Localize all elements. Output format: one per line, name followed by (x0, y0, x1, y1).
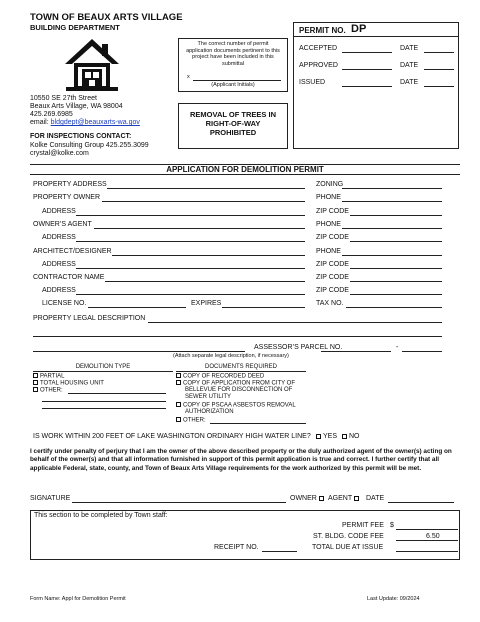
trees-notice-text: REMOVAL OF TREES IN RIGHT-OF-WAY PROHIBITED (190, 110, 276, 137)
other-type-line-3[interactable] (42, 408, 166, 409)
contractor-zip-top-label: ZIP CODE (316, 274, 349, 281)
staff-section (30, 510, 460, 560)
architect-label: ARCHITECT/DESIGNER (33, 248, 112, 255)
property-owner-label: PROPERTY OWNER (33, 194, 101, 201)
owner-address-line[interactable] (76, 215, 305, 216)
email-link[interactable]: bldgdept@beauxarts-wa.gov (50, 119, 140, 126)
permit-fee-line[interactable] (396, 529, 458, 530)
property-address-line[interactable] (107, 188, 305, 189)
architect-phone-label: PHONE (316, 248, 341, 255)
owner-phone-line[interactable] (342, 201, 442, 202)
bellevue-label-3: SEWER UTILITY (185, 394, 232, 400)
permit-number-label: PERMIT NO. (299, 26, 346, 35)
asbestos-label-1: COPY OF PSCAA ASBESTOS REMOVAL (183, 402, 296, 409)
submittal-notice-text: The correct number of permit application documents pertinent to this project have been included in this submittal (186, 41, 280, 67)
architect-zip-label: ZIP CODE (316, 261, 349, 268)
contractor-address-label: ADDRESS (42, 287, 76, 294)
signature-label: SIGNATURE (30, 495, 71, 502)
town-name: TOWN OF BEAUX ARTS VILLAGE (30, 12, 183, 23)
owner-address-label: ADDRESS (42, 208, 76, 215)
architect-line[interactable] (112, 255, 305, 256)
owners-agent-line[interactable] (94, 228, 305, 229)
asbestos-label-2: AUTHORIZATION (185, 409, 234, 415)
approved-date-label: DATE (400, 62, 419, 69)
owner-label: OWNER (290, 495, 317, 502)
approved-label: APPROVED (299, 62, 338, 69)
accepted-line[interactable] (342, 52, 392, 53)
contractor-zip-label: ZIP CODE (316, 287, 349, 294)
other-doc-label: OTHER: (183, 417, 206, 424)
expires-line[interactable] (222, 307, 305, 308)
address-line-2: Beaux Arts Village, WA 98004 (30, 103, 123, 110)
inspections-line-2: crystal@kolke.com (30, 150, 89, 157)
approved-date-line[interactable] (424, 69, 454, 70)
other-type-checkbox[interactable] (33, 387, 38, 392)
owner-phone-label: PHONE (316, 194, 341, 201)
legal-description-line-1[interactable] (148, 322, 442, 323)
staff-note: This section to be completed by Town staff: (34, 512, 168, 519)
bldg-fee-label: ST. BLDG. CODE FEE (313, 533, 384, 540)
email-row (30, 119, 140, 128)
legal-description-label: PROPERTY LEGAL DESCRIPTION (33, 315, 146, 322)
trees-notice-box (178, 103, 288, 149)
zoning-label: ZONING (316, 181, 344, 188)
agent-label: AGENT (328, 495, 352, 502)
receipt-line[interactable] (262, 551, 297, 552)
architect-phone-line[interactable] (342, 255, 442, 256)
agent-phone-label: PHONE (316, 221, 341, 228)
initials-x-mark: x (187, 74, 190, 80)
parcel-line-2[interactable] (402, 351, 442, 352)
agent-option[interactable] (328, 495, 361, 503)
doc-other[interactable] (176, 417, 206, 425)
agent-address-line[interactable] (76, 241, 305, 242)
submittal-notice-box (178, 38, 288, 92)
receipt-label: RECEIPT NO. (214, 544, 259, 551)
bellevue-checkbox[interactable] (176, 380, 181, 385)
department-name: BUILDING DEPARTMENT (30, 23, 120, 32)
bellevue-label-1: COPY OF APPLICATION FROM CITY OF (183, 380, 296, 387)
agent-zip-line[interactable] (350, 241, 442, 242)
signature-date-line[interactable] (388, 502, 454, 503)
accepted-date-label: DATE (400, 45, 419, 52)
bellevue-label-2: BELLEVUE FOR DISCONNECTION OF (185, 387, 293, 393)
license-line[interactable] (88, 307, 186, 308)
legal-description-line-2[interactable] (33, 336, 442, 337)
property-address-label: PROPERTY ADDRESS (33, 181, 107, 188)
contractor-name-line[interactable] (105, 281, 305, 282)
partial-label: PARTIAL (40, 373, 65, 380)
agent-phone-line[interactable] (342, 228, 442, 229)
partial-checkbox[interactable] (33, 373, 38, 378)
form-name: Form Name: Appl for Demolition Permit (30, 596, 126, 602)
issued-label: ISSUED (299, 79, 326, 86)
other-type-line-1[interactable] (68, 393, 166, 394)
last-update: Last Update: 09/2024 (367, 596, 420, 602)
contractor-zip-top-line[interactable] (350, 281, 442, 282)
other-type-label: OTHER: (40, 387, 63, 394)
approved-line[interactable] (342, 69, 392, 70)
type-other[interactable] (33, 387, 63, 395)
inspections-line-1: Kolke Consulting Group 425.255.3099 (30, 142, 149, 149)
parcel-label: ASSESSOR’S PARCEL NO. (254, 344, 343, 351)
no-label: NO (349, 433, 360, 440)
contractor-name-label: CONTRACTOR NAME (33, 274, 105, 281)
issued-line[interactable] (342, 86, 392, 87)
accepted-label: ACCEPTED (299, 45, 338, 52)
yes-label: YES (323, 433, 338, 440)
architect-address-line[interactable] (76, 268, 305, 269)
zoning-line[interactable] (342, 188, 442, 189)
property-owner-line[interactable] (102, 201, 305, 202)
department-phone: 425.269.6985 (30, 111, 73, 118)
issued-date-label: DATE (400, 79, 419, 86)
agent-address-label: ADDRESS (42, 234, 76, 241)
demolition-type-header: DEMOLITION TYPE (33, 364, 173, 372)
accepted-date-line[interactable] (424, 52, 454, 53)
attach-note: (Attach separate legal description, if necessary) (173, 353, 289, 359)
permit-box (293, 22, 459, 149)
inspections-title: FOR INSPECTIONS CONTACT: (30, 133, 132, 140)
signature-date-label: DATE (366, 495, 385, 502)
tax-label: TAX NO. (316, 300, 344, 307)
yes-checkbox[interactable] (316, 434, 321, 439)
total-due-line[interactable] (396, 551, 458, 552)
permit-fee-label: PERMIT FEE (342, 522, 384, 529)
owner-zip-label: ZIP CODE (316, 208, 349, 215)
other-type-line-2[interactable] (42, 401, 166, 402)
email-label: email: (30, 119, 49, 126)
documents-header: DOCUMENTS REQUIRED (176, 364, 306, 372)
town-logo (62, 36, 122, 94)
bldg-fee-value: 6.50 (426, 533, 440, 540)
other-doc-checkbox[interactable] (176, 417, 181, 422)
yes-option[interactable] (316, 433, 337, 441)
total-housing-checkbox[interactable] (33, 380, 38, 385)
form-title: APPLICATION FOR DEMOLITION PERMIT (30, 164, 460, 175)
contractor-address-line[interactable] (76, 294, 305, 295)
parcel-line-1[interactable] (321, 351, 391, 352)
deed-checkbox[interactable] (176, 373, 181, 378)
expires-label: EXPIRES (191, 300, 222, 307)
agent-zip-label: ZIP CODE (316, 234, 349, 241)
water-question: IS WORK WITHIN 200 FEET OF LAKE WASHINGTON ORDINARY HIGH WATER LINE? (33, 433, 311, 440)
permit-prefix: DP (351, 23, 367, 35)
contractor-zip-line[interactable] (350, 294, 442, 295)
tax-line[interactable] (346, 307, 442, 308)
architect-address-label: ADDRESS (42, 261, 76, 268)
legal-description-line-3[interactable] (33, 351, 245, 352)
initials-line[interactable] (193, 80, 281, 81)
issued-date-line[interactable] (424, 86, 454, 87)
architect-zip-line[interactable] (350, 268, 442, 269)
owner-checkbox[interactable] (319, 496, 324, 501)
agent-checkbox[interactable] (354, 496, 359, 501)
owners-agent-label: OWNER’S AGENT (33, 221, 92, 228)
no-checkbox[interactable] (342, 434, 347, 439)
owner-option[interactable] (290, 495, 326, 503)
address-line-1: 10550 SE 27th Street (30, 95, 97, 102)
other-doc-line[interactable] (210, 423, 306, 424)
owner-zip-line[interactable] (350, 215, 442, 216)
asbestos-checkbox[interactable] (176, 402, 181, 407)
parcel-dash: - (396, 344, 399, 351)
certification-text: I certify under penalty of perjury that I am the owner of the above described property or the duly authorized agent of the owner(s) acting on behalf of the owner(s) and that all information furnished in support of this permit application is true and correct. I further certify that all applicable Federal, state, county, and Town of Beaux Arts Village requirements for the work authorized by this permit will be met. (30, 448, 452, 472)
deed-label: COPY OF RECORDED DEED (183, 373, 265, 380)
permit-number-row (294, 23, 458, 37)
total-housing-label: TOTAL HOUSING UNIT (40, 380, 104, 387)
permit-fee-dollar: $ (390, 522, 394, 529)
signature-line[interactable] (72, 502, 286, 503)
total-due-label: TOTAL DUE AT ISSUE (312, 544, 384, 551)
no-option[interactable] (342, 433, 360, 441)
initials-label: (Applicant Initials) (211, 82, 255, 88)
license-label: LICENSE NO. (42, 300, 87, 307)
